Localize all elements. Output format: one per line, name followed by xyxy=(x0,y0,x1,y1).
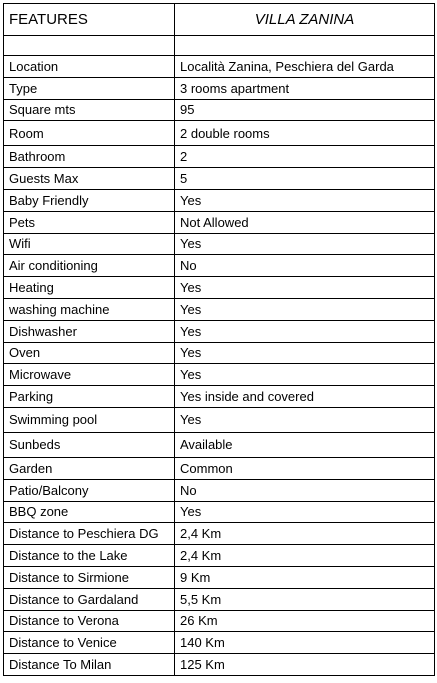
feature-label: Wifi xyxy=(4,233,175,255)
feature-value: Yes xyxy=(175,298,435,320)
table-row xyxy=(4,654,435,676)
feature-label: Distance to Gardaland xyxy=(4,588,175,610)
features-table xyxy=(3,3,435,676)
feature-label: Swimming pool xyxy=(4,407,175,432)
table-row xyxy=(4,523,435,545)
feature-label: washing machine xyxy=(4,298,175,320)
feature-value: Yes xyxy=(175,277,435,299)
feature-label: Room xyxy=(4,121,175,146)
table-row xyxy=(4,632,435,654)
feature-label: BBQ zone xyxy=(4,501,175,523)
table-row xyxy=(4,457,435,479)
feature-value: 2 xyxy=(175,146,435,168)
feature-label: Heating xyxy=(4,277,175,299)
feature-value: Località Zanina, Peschiera del Garda xyxy=(175,56,435,78)
table-row xyxy=(4,146,435,168)
table-row xyxy=(4,610,435,632)
feature-value: Yes xyxy=(175,407,435,432)
feature-value: Yes xyxy=(175,189,435,211)
table-row xyxy=(4,255,435,277)
table-row xyxy=(4,407,435,432)
features-header: FEATURES xyxy=(4,4,175,36)
feature-label: Location xyxy=(4,56,175,78)
table-row xyxy=(4,121,435,146)
blank-cell xyxy=(4,36,175,56)
table-row xyxy=(4,364,435,386)
blank-cell xyxy=(175,36,435,56)
feature-value: Yes xyxy=(175,320,435,342)
table-row xyxy=(4,189,435,211)
features-table-body xyxy=(4,4,435,676)
feature-value: 3 rooms apartment xyxy=(175,77,435,99)
feature-label: Pets xyxy=(4,211,175,233)
feature-label: Type xyxy=(4,77,175,99)
table-row xyxy=(4,233,435,255)
feature-value: Common xyxy=(175,457,435,479)
table-row xyxy=(4,211,435,233)
feature-value: Yes xyxy=(175,342,435,364)
feature-value: Yes xyxy=(175,364,435,386)
feature-label: Distance to Peschiera DG xyxy=(4,523,175,545)
feature-value: No xyxy=(175,255,435,277)
feature-value: Available xyxy=(175,432,435,457)
table-row xyxy=(4,342,435,364)
table-row xyxy=(4,99,435,121)
feature-label: Garden xyxy=(4,457,175,479)
table-row xyxy=(4,479,435,501)
feature-label: Bathroom xyxy=(4,146,175,168)
feature-label: Distance to Verona xyxy=(4,610,175,632)
table-row xyxy=(4,545,435,567)
table-row xyxy=(4,320,435,342)
feature-label: Square mts xyxy=(4,99,175,121)
feature-label: Distance to Sirmione xyxy=(4,566,175,588)
feature-value: 26 Km xyxy=(175,610,435,632)
table-row xyxy=(4,386,435,408)
table-row xyxy=(4,56,435,78)
table-row xyxy=(4,168,435,190)
table-row xyxy=(4,566,435,588)
table-row xyxy=(4,77,435,99)
table-row xyxy=(4,277,435,299)
feature-label: Distance to Venice xyxy=(4,632,175,654)
feature-value: 2 double rooms xyxy=(175,121,435,146)
feature-label: Microwave xyxy=(4,364,175,386)
feature-value: 2,4 Km xyxy=(175,523,435,545)
feature-label: Sunbeds xyxy=(4,432,175,457)
feature-label: Guests Max xyxy=(4,168,175,190)
feature-value: Yes xyxy=(175,501,435,523)
feature-label: Baby Friendly xyxy=(4,189,175,211)
table-row xyxy=(4,588,435,610)
feature-value: 140 Km xyxy=(175,632,435,654)
feature-label: Dishwasher xyxy=(4,320,175,342)
feature-value: 5,5 Km xyxy=(175,588,435,610)
blank-row xyxy=(4,36,435,56)
feature-label: Patio/Balcony xyxy=(4,479,175,501)
feature-label: Distance to the Lake xyxy=(4,545,175,567)
table-row xyxy=(4,501,435,523)
feature-value: 5 xyxy=(175,168,435,190)
feature-value: Yes xyxy=(175,233,435,255)
header-row xyxy=(4,4,435,36)
feature-value: 9 Km xyxy=(175,566,435,588)
feature-label: Parking xyxy=(4,386,175,408)
feature-label: Oven xyxy=(4,342,175,364)
feature-value: 2,4 Km xyxy=(175,545,435,567)
property-name-header: VILLA ZANINA xyxy=(175,4,435,36)
feature-value: 95 xyxy=(175,99,435,121)
feature-label: Air conditioning xyxy=(4,255,175,277)
feature-value: Not Allowed xyxy=(175,211,435,233)
feature-label: Distance To Milan xyxy=(4,654,175,676)
table-row xyxy=(4,432,435,457)
feature-value: No xyxy=(175,479,435,501)
table-row xyxy=(4,298,435,320)
feature-value: Yes inside and covered xyxy=(175,386,435,408)
feature-value: 125 Km xyxy=(175,654,435,676)
